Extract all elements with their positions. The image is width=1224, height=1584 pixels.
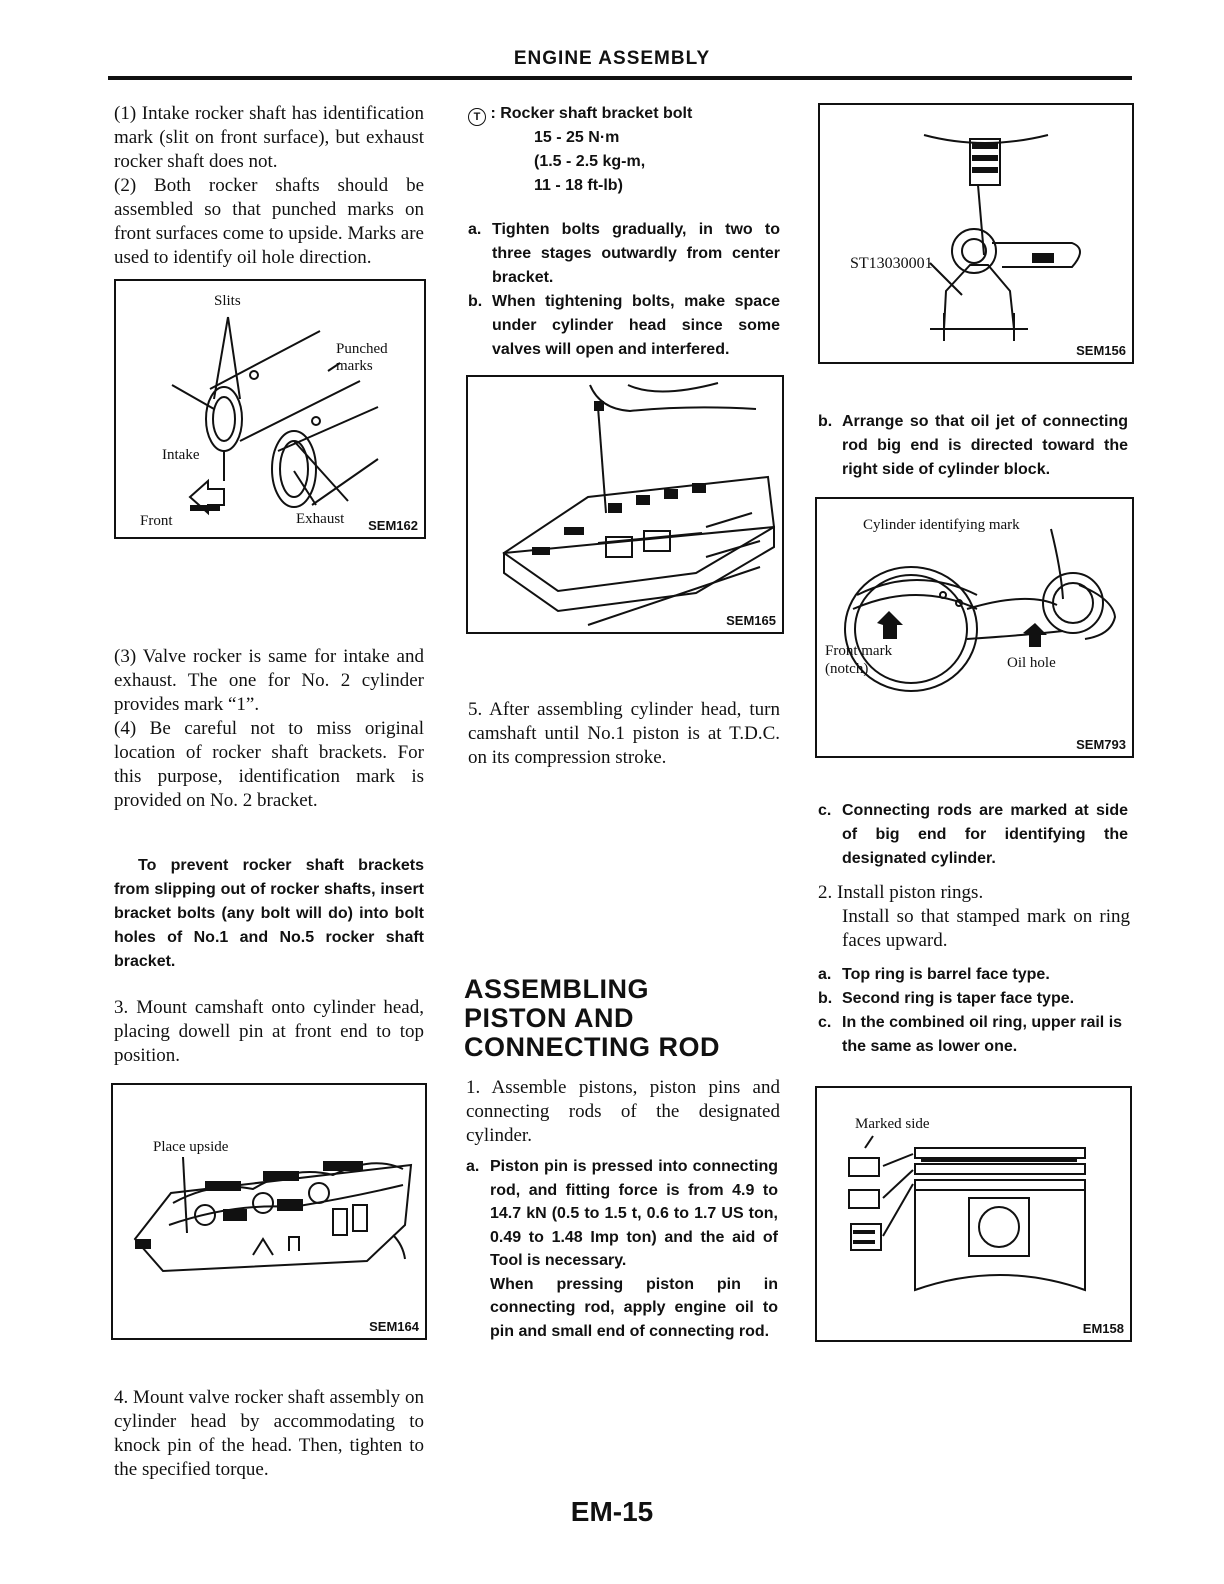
ring-type-notes — [818, 963, 1130, 1059]
label-tool-number: ST13030001 — [850, 255, 933, 272]
figure-code: SEM164 — [369, 1319, 419, 1334]
label-intake: Intake — [162, 447, 200, 463]
step-4-rocker-assembly: 4. Mount valve rocker shaft assembly on cylinder head by accommodating to knock pin of the head. Then, tighten to the specified torque. — [114, 1387, 424, 1480]
label-cylinder-identifying-mark: Cylinder identifying mark — [863, 517, 1020, 533]
list-item — [818, 410, 1128, 482]
label-place-upside: Place upside — [153, 1139, 229, 1155]
list-marker: a. — [466, 1158, 480, 1175]
step-5-tdc: 5. After assembling cylinder head, turn camshaft until No.1 piston is at T.D.C. on its compression stroke. — [468, 699, 780, 768]
tightening-notes — [468, 218, 780, 362]
note-tighten-gradually: Tighten bolts gradually, in two to three stages outwardly from center bracket. — [492, 221, 780, 286]
para-both-rocker: (2) Both rocker shafts should be assembled so that punched marks on front surfaces come to upside. Marks are used to identify oil hole direction. — [114, 175, 424, 268]
note-oil-jet-text: Arrange so that oil jet of connecting rod big end is directed toward the right side of cylinder block. — [842, 413, 1128, 478]
section-heading-line: ASSEMBLING — [464, 974, 650, 1004]
figure-code: SEM156 — [1076, 343, 1126, 358]
note-connecting-rod-marks — [818, 799, 1128, 871]
step-2-piston-rings — [818, 881, 1130, 953]
col1-intro — [114, 102, 424, 270]
torque-label: : Rocker shaft bracket bolt — [490, 105, 693, 122]
section-heading-line: PISTON AND — [464, 1003, 635, 1033]
para-intake-rocker: (1) Intake rocker shaft has identification mark (slit on front surface), but exhaust rocker shaft does not. — [114, 103, 424, 172]
list-item — [468, 290, 780, 362]
step-2-instruction: Install so that stamped mark on ring faces upward. — [842, 906, 1130, 951]
label-front: Front — [140, 513, 173, 529]
list-marker: c. — [818, 1014, 832, 1031]
figure-code: EM158 — [1082, 1321, 1124, 1336]
torque-value-nm: 15 - 25 N·m — [534, 129, 620, 146]
list-item — [468, 218, 780, 290]
step-3-camshaft: 3. Mount camshaft onto cylinder head, placing dowell pin at front end to top position. — [114, 997, 424, 1066]
list-item — [466, 1155, 778, 1273]
header-rule — [108, 76, 1132, 80]
rocker-shaft-drawing — [116, 281, 424, 537]
note-bracket-bolts: To prevent rocker shaft brackets from slipping out of rocker shafts, insert bracket bolts (any bolt will do) into bolt holes of No.1 and No.5 rocker shaft bracket. — [114, 857, 424, 970]
note-connecting-rod-text: Connecting rods are marked at side of big end for identifying the designated cylinder. — [842, 802, 1128, 867]
list-item — [818, 1011, 1130, 1059]
step-2-title: 2. Install piston rings. — [818, 882, 984, 903]
note-oil-ring: In the combined oil ring, upper rail is the same as lower one. — [842, 1014, 1123, 1055]
list-item — [818, 987, 1130, 1011]
torque-wrench-head-drawing — [468, 377, 782, 632]
list-marker: c. — [818, 802, 832, 819]
note-second-ring: Second ring is taper face type. — [842, 990, 1075, 1007]
figure-code: SEM162 — [368, 518, 418, 533]
col1-valve-notes — [114, 645, 424, 813]
note-oil-jet — [818, 410, 1128, 482]
figure-code: SEM165 — [726, 613, 776, 628]
figure-sem156 — [818, 103, 1134, 364]
piston-pin-notes — [466, 1155, 778, 1343]
cylinder-head-camshaft-drawing — [113, 1085, 425, 1338]
list-marker: b. — [468, 293, 483, 310]
figure-sem165 — [466, 375, 784, 634]
page-number: EM-15 — [570, 1496, 654, 1527]
torque-value-kgm: (1.5 - 2.5 kg-m, — [534, 153, 646, 170]
section-heading-line: CONNECTING ROD — [464, 1032, 720, 1062]
figure-code: SEM793 — [1076, 737, 1126, 752]
note-space-under-head: When tightening bolts, make space under cylinder head since some valves will open and interfered. — [492, 293, 780, 358]
para-valve-rocker: (3) Valve rocker is same for intake and exhaust. The one for No. 2 cylinder provides mark “1”. — [114, 646, 424, 715]
list-marker: a. — [468, 221, 482, 238]
list-marker: b. — [818, 413, 833, 430]
figure-sem164 — [111, 1083, 427, 1340]
label-marked-side: Marked side — [855, 1116, 930, 1132]
label-oil-hole: Oil hole — [1007, 655, 1056, 671]
label-exhaust: Exhaust — [296, 511, 345, 527]
figure-sem793 — [815, 497, 1134, 758]
torque-wrench-icon: T — [468, 108, 486, 126]
label-punched-marks: Punched marks — [336, 341, 388, 374]
list-marker: a. — [818, 966, 832, 983]
note-piston-pin-press: Piston pin is pressed into connecting rod, and fitting force is from 4.9 to 14.7 kN (0.5 to 1.5 t, 0.6 to 1.7 US ton, 0.49 to 1.48 Imp ton) and the aid of Tool is necessary. — [490, 1158, 778, 1269]
para-bracket-location: (4) Be careful not to miss original location of rocker shaft brackets. For this purpose, identification mark is provided on No. 2 bracket. — [114, 718, 424, 811]
figure-em158 — [815, 1086, 1132, 1342]
list-item — [818, 963, 1130, 987]
label-front-mark: Front mark — [825, 643, 893, 659]
torque-spec — [468, 102, 788, 198]
figure-sem162 — [114, 279, 426, 539]
torque-value-ftlb: 11 - 18 ft-lb) — [534, 177, 623, 194]
step-1-assemble-pistons: 1. Assemble pistons, piston pins and connecting rods of the designated cylinder. — [466, 1077, 780, 1146]
page-header: ENGINE ASSEMBLY — [513, 48, 711, 69]
list-marker: b. — [818, 990, 833, 1007]
list-item — [818, 799, 1128, 871]
label-notch: (notch) — [825, 661, 869, 677]
label-slits: Slits — [214, 293, 241, 309]
piston-pin-press-drawing — [820, 105, 1132, 362]
note-top-ring: Top ring is barrel face type. — [842, 966, 1050, 983]
note-apply-engine-oil: When pressing piston pin in connecting rod, apply engine oil to pin and small end of connecting rod. — [490, 1275, 778, 1340]
piston-connecting-rod-drawing — [817, 499, 1132, 756]
section-heading-assembling-piston — [464, 975, 784, 1062]
